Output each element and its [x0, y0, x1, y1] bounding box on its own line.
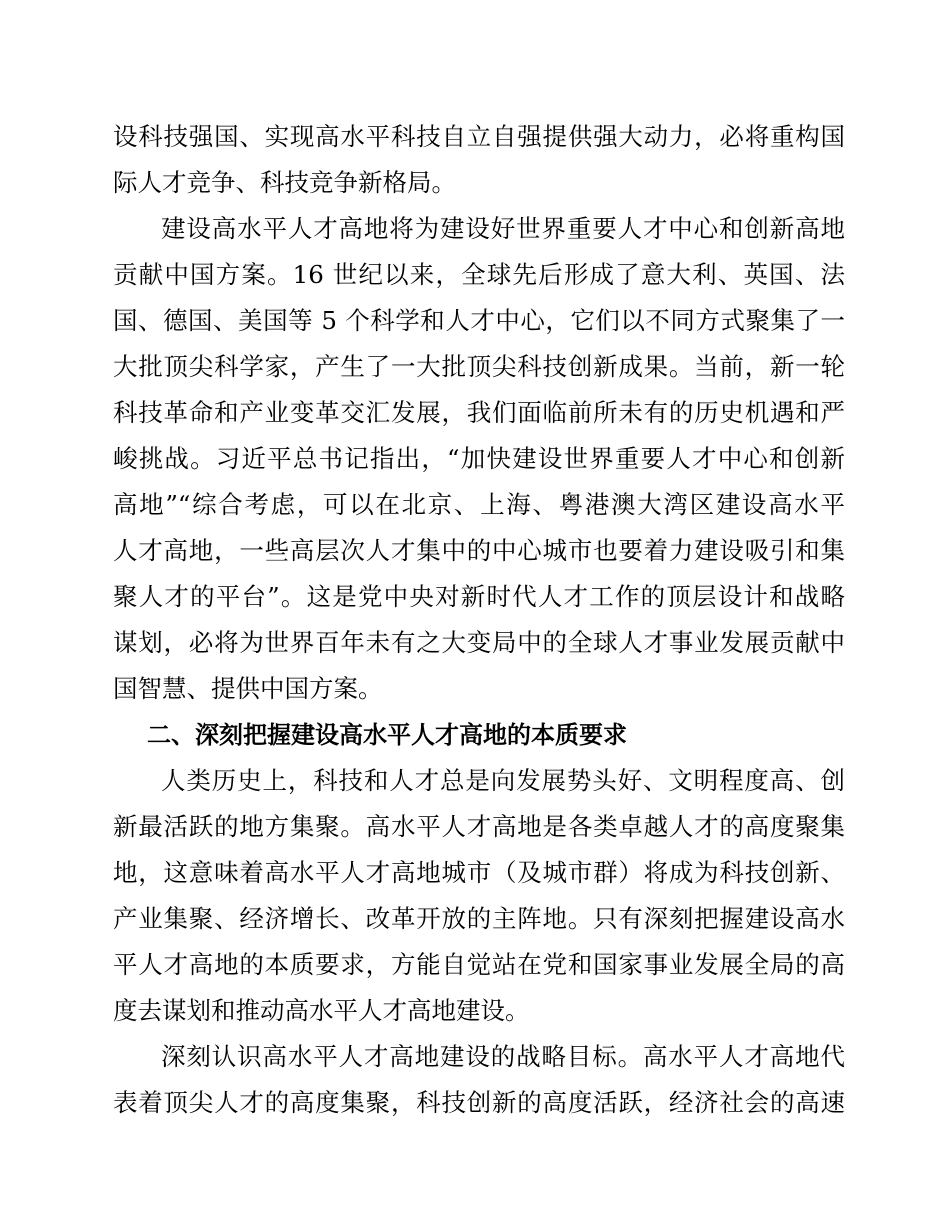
paragraph-line: 峻挑战。习近平总书记指出，“加快建设世界重要人才中心和创新 [113, 444, 845, 473]
paragraph-line: 大批顶尖科学家，产生了一大批顶尖科技创新成果。当前，新一轮 [113, 352, 845, 381]
paragraph-line: 聚人才的平台”。这是党中央对新时代人才工作的顶层设计和战略 [113, 582, 845, 611]
paragraph-line: 人类历史上，科技和人才总是向发展势头好、文明程度高、创 [161, 766, 845, 795]
paragraph-line: 平人才高地的本质要求，方能自觉站在党和国家事业发展全局的高 [113, 950, 845, 979]
paragraph-line: 设科技强国、实现高水平科技自立自强提供强大动力，必将重构国 [113, 122, 845, 151]
paragraph-line: 深刻认识高水平人才高地建设的战略目标。高水平人才高地代 [161, 1042, 845, 1071]
paragraph-line: 贡献中国方案。16 世纪以来，全球先后形成了意大利、英国、法 [113, 260, 845, 289]
paragraph-line: 产业集聚、经济增长、改革开放的主阵地。只有深刻把握建设高水 [113, 904, 845, 933]
paragraph-line: 科技革命和产业变革交汇发展，我们面临前所未有的历史机遇和严 [113, 398, 845, 427]
paragraph-line: 地，这意味着高水平人才高地城市（及城市群）将成为科技创新、 [113, 858, 845, 887]
paragraph-line: 国、德国、美国等 5 个科学和人才中心，它们以不同方式聚集了一 [113, 306, 845, 335]
paragraph-line: 表着顶尖人才的高度集聚，科技创新的高度活跃，经济社会的高速 [113, 1088, 845, 1117]
paragraph-line: 度去谋划和推动高水平人才高地建设。 [113, 996, 530, 1025]
paragraph-line: 高地”“综合考虑，可以在北京、上海、粤港澳大湾区建设高水平 [113, 490, 845, 519]
paragraph-line: 谋划，必将为世界百年未有之大变局中的全球人才事业发展贡献中 [113, 628, 845, 657]
paragraph-line: 新最活跃的地方集聚。高水平人才高地是各类卓越人才的高度聚集 [113, 812, 845, 841]
paragraph-line: 际人才竞争、科技竞争新格局。 [113, 168, 456, 197]
paragraph-line: 建设高水平人才高地将为建设好世界重要人才中心和创新高地 [161, 214, 845, 243]
paragraph-line: 人才高地，一些高层次人才集中的中心城市也要着力建设吸引和集 [113, 536, 845, 565]
paragraph-line: 国智慧、提供中国方案。 [113, 674, 383, 703]
section-heading: 二、深刻把握建设高水平人才高地的本质要求 [147, 721, 627, 749]
